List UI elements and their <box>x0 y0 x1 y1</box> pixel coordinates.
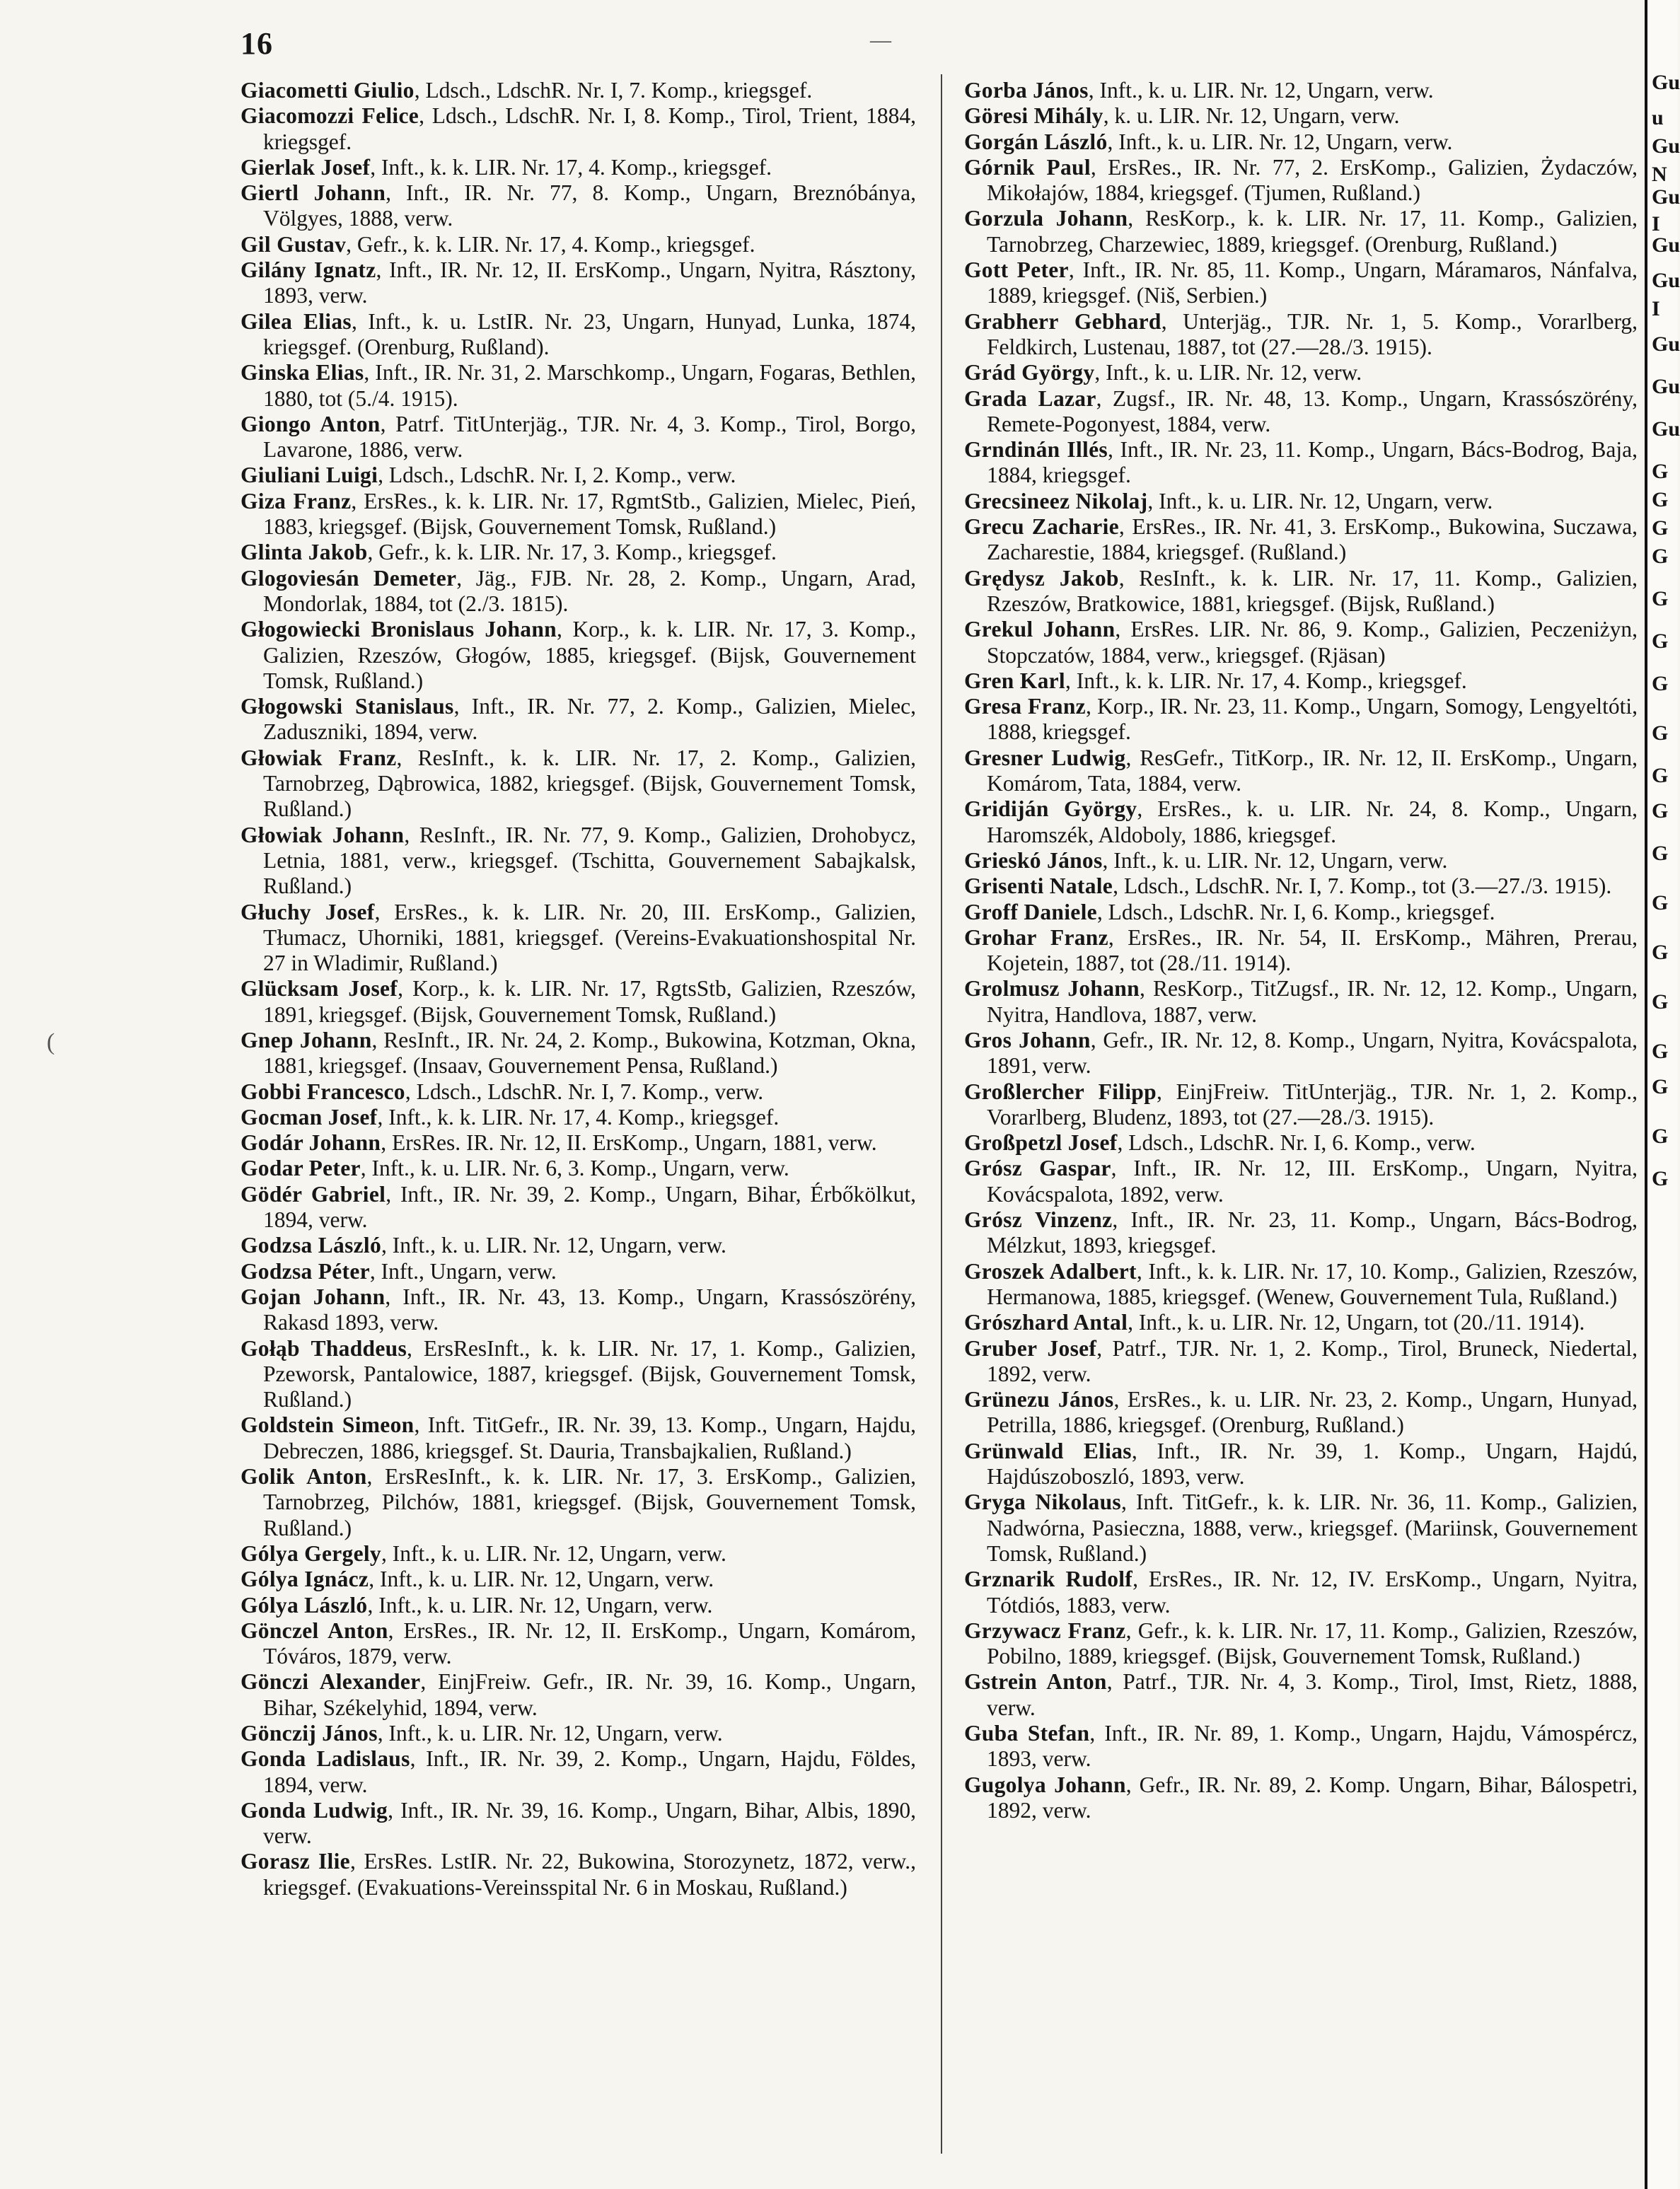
entry-name: Gryga Nikolaus <box>964 1490 1121 1515</box>
entry-details: , Ldsch., LdschR. Nr. I, 6. Komp., verw. <box>1117 1130 1476 1156</box>
list-entry <box>964 360 1638 385</box>
list-entry <box>964 694 1638 745</box>
entry-name: Głowiak Johann <box>241 822 405 847</box>
edge-fragment: G <box>1652 545 1669 568</box>
entry-details: , Inft., IR. Nr. 39, 2. Komp., Ungarn, Bihar, Érbőkölkut, 1894, verw. <box>263 1181 916 1233</box>
entry-name: Großlercher Filipp <box>964 1079 1157 1104</box>
edge-fragment: Gu <box>1652 233 1680 257</box>
list-entry <box>964 1490 1638 1567</box>
list-entry <box>241 1028 916 1079</box>
entry-name: Grecsineez Nikolaj <box>964 488 1148 513</box>
entry-details: , Inft., k. u. LIR. Nr. 12, Ungarn, verw. <box>1088 78 1434 103</box>
entry-name: Gonda Ladislaus <box>241 1746 410 1772</box>
entry-name: Godár Johann <box>241 1130 381 1156</box>
entry-name: Giacometti Giulio <box>241 78 415 103</box>
entry-name: Gruber Josef <box>964 1335 1097 1361</box>
edge-fragment: Gu <box>1652 375 1680 398</box>
entry-name: Górnik Paul <box>964 154 1091 180</box>
edge-fragment: G <box>1652 1167 1669 1190</box>
edge-fragment: Gu <box>1652 417 1680 441</box>
entry-details: , ErsRes. IR. Nr. 12, II. ErsKomp., Ungarn, 1881, verw. <box>381 1130 877 1156</box>
list-entry <box>241 1156 916 1181</box>
entry-details: , ResInft., k. k. LIR. Nr. 17, 11. Komp., Galizien, Rzeszów, Bratkowice, 1881, kriegsgef. (Bijsk, Rußland.) <box>987 565 1638 616</box>
entry-name: Grędysz Jakob <box>964 565 1119 591</box>
list-entry <box>964 1130 1638 1156</box>
entry-details: , Ldsch., LdschR. Nr. I, 2. Komp., verw. <box>378 463 736 488</box>
entry-details: , Inft., k. u. LIR. Nr. 12, Ungarn, verw. <box>381 1233 726 1258</box>
entry-details: , Ldsch., LdschR. Nr. I, 6. Komp., kriegsgef. <box>1096 899 1495 924</box>
entry-details: , Ldsch., LdschR. Nr. I, 7. Komp., tot (3.—27./3. 1915). <box>1113 873 1612 899</box>
entry-name: Giacomozzi Felice <box>241 103 419 129</box>
entry-details: , ErsRes., k. u. LIR. Nr. 24, 8. Komp., Ungarn, Haromszék, Aldoboly, 1886, kriegsgef. <box>987 796 1638 847</box>
entry-name: Grünezu János <box>964 1387 1114 1412</box>
entry-name: Giuliani Luigi <box>241 463 378 488</box>
entry-name: Gresa Franz <box>964 694 1086 719</box>
list-entry <box>964 1772 1638 1824</box>
list-entry <box>964 206 1638 257</box>
list-entry <box>241 180 916 232</box>
page-number: 16 <box>241 26 273 61</box>
entry-details: , Inft., k. u. LIR. Nr. 12, Ungarn, verw. <box>1147 488 1493 513</box>
list-entry <box>241 1464 916 1541</box>
entry-name: Giza Franz <box>241 488 352 513</box>
entry-details: , Inft., Ungarn, verw. <box>369 1258 557 1284</box>
entry-details: , Inft. TitGefr., k. k. LIR. Nr. 36, 11. Komp., Galizien, Nadwórna, Pasieczna, 1888, verw., kriegsgef. (Mariinsk, Gouvernement Tomsk, Rußland.) <box>987 1490 1638 1566</box>
entry-name: Grósz Vinzenz <box>964 1207 1113 1233</box>
entry-name: Ginska Elias <box>241 360 364 385</box>
edge-fragment: G <box>1652 1040 1669 1063</box>
list-entry <box>241 489 916 540</box>
list-entry <box>241 1259 916 1284</box>
entry-name: Goldstein Simeon <box>241 1412 415 1438</box>
entry-details: , Zugsf., IR. Nr. 48, 13. Komp., Ungarn, Krassószörény, Remete-Pogonyest, 1884, verw. <box>987 385 1638 436</box>
entry-details: , Inft., IR. Nr. 39, 2. Komp., Ungarn, Hajdu, Földes, 1894, verw. <box>263 1746 916 1797</box>
edge-fragment: G <box>1652 941 1669 964</box>
left-column <box>241 78 916 1900</box>
edge-fragment: G <box>1652 721 1669 745</box>
edge-fragment: G <box>1652 488 1669 511</box>
list-entry <box>964 1079 1638 1131</box>
list-entry <box>964 848 1638 873</box>
list-entry <box>241 257 916 309</box>
entry-name: Großpetzl Josef <box>964 1130 1118 1156</box>
entry-details: , Patrf. TitUnterjäg., TJR. Nr. 4, 3. Komp., Tirol, Borgo, Lavarone, 1886, verw. <box>263 411 916 463</box>
entry-name: Gólya Ignácz <box>241 1567 369 1592</box>
entry-name: Gobbi Francesco <box>241 1079 405 1104</box>
list-entry <box>964 489 1638 514</box>
entry-name: Gönczel Anton <box>241 1618 388 1643</box>
list-entry <box>964 1439 1638 1490</box>
entry-details: , ErsRes., k. u. LIR. Nr. 23, 2. Komp., Ungarn, Hunyad, Petrilla, 1886, kriegsgef. (Orenburg, Rußland.) <box>987 1387 1638 1438</box>
list-entry <box>241 412 916 463</box>
entry-name: Gstrein Anton <box>964 1669 1107 1695</box>
entry-details: , Inft., k. k. LIR. Nr. 17, 4. Komp., kriegsgef. <box>1065 668 1467 693</box>
entry-name: Grekul Johann <box>964 617 1116 642</box>
entry-details: , ErsRes., IR. Nr. 12, II. ErsKomp., Ungarn, Komárom, Tóváros, 1879, verw. <box>263 1618 917 1669</box>
edge-fragment: Gu <box>1652 185 1680 209</box>
list-entry <box>964 1721 1638 1772</box>
list-entry <box>241 360 916 412</box>
header-mark: — <box>870 28 891 52</box>
entry-details: , Gefr., IR. Nr. 89, 2. Komp. Ungarn, Bihar, Bálospetri, 1892, verw. <box>987 1772 1638 1823</box>
list-entry <box>964 1567 1638 1618</box>
edge-fragment: Gu <box>1652 269 1680 292</box>
entry-name: Glinta Jakob <box>241 540 368 565</box>
entry-details: , k. u. LIR. Nr. 12, Ungarn, verw. <box>1103 103 1400 129</box>
entry-details: , ErsResInft., k. k. LIR. Nr. 17, 3. ErsKomp., Galizien, Tarnobrzeg, Pilchów, 1881, kriegsgef. (Bijsk, Gouvernement Tomsk, Rußland.) <box>263 1464 916 1540</box>
entry-details: , Korp., IR. Nr. 23, 11. Komp., Ungarn, Somogy, Lengyeltóti, 1888, kriegsgef. <box>987 694 1638 745</box>
list-entry <box>964 925 1638 977</box>
entry-name: Grád György <box>964 360 1095 385</box>
entry-name: Groszek Adalbert <box>964 1258 1137 1284</box>
entry-details: , Inft., IR. Nr. 89, 1. Komp., Ungarn, Hajdu, Vámospércz, 1893, verw. <box>987 1721 1638 1772</box>
entry-name: Glücksam Josef <box>241 976 398 1001</box>
entry-details: , Inft., IR. Nr. 77, 2. Komp., Galizien, Mielec, Zaduszniki, 1894, verw. <box>263 694 916 745</box>
entry-name: Głogowiecki Bronislaus Johann <box>241 617 557 642</box>
entry-name: Godzsa Péter <box>241 1258 370 1284</box>
list-entry <box>241 232 916 257</box>
entry-details: , Inft., k. k. LIR. Nr. 17, 4. Komp., kriegsgef. <box>370 154 772 180</box>
entry-details: , Inft., k. u. LIR. Nr. 12, Ungarn, verw. <box>381 1540 726 1566</box>
entry-details: , Inft., IR. Nr. 23, 11. Komp., Ungarn, Bács-Bodrog, Mélzkut, 1893, kriegsgef. <box>987 1207 1638 1258</box>
entry-name: Godar Peter <box>241 1156 361 1181</box>
entry-details: , Inft., IR. Nr. 39, 16. Komp., Ungarn, Bihar, Albis, 1890, verw. <box>263 1797 917 1849</box>
entry-name: Guba Stefan <box>964 1721 1090 1746</box>
entry-details: , Inft., IR. Nr. 12, III. ErsKomp., Ungarn, Nyitra, Kovácspalota, 1892, verw. <box>987 1156 1638 1207</box>
entry-details: , Inft., IR. Nr. 77, 8. Komp., Ungarn, Breznóbánya, Völgyes, 1888, verw. <box>263 180 916 231</box>
entry-details: , ErsRes., IR. Nr. 41, 3. ErsKomp., Bukowina, Suczawa, Zacharestie, 1884, kriegsgef. (Rußland.) <box>987 514 1638 565</box>
entry-name: Gros Johann <box>964 1027 1091 1052</box>
edge-fragment: I <box>1652 297 1660 320</box>
entry-name: Gresner Ludwig <box>964 745 1126 770</box>
edge-fragment: G <box>1652 460 1669 483</box>
entry-name: Grisenti Natale <box>964 873 1113 899</box>
list-entry <box>241 1618 916 1670</box>
entry-name: Godzsa László <box>241 1233 382 1258</box>
entry-details: , Jäg., FJB. Nr. 28, 2. Komp., Ungarn, Arad, Mondorlak, 1884, tot (2./3. 1815). <box>263 565 916 616</box>
entry-name: Głowiak Franz <box>241 745 397 770</box>
list-entry <box>241 1849 916 1900</box>
entry-details: , EinjFreiw. Gefr., IR. Nr. 39, 16. Komp., Ungarn, Bihar, Székelyhid, 1894, verw. <box>263 1669 916 1720</box>
entry-name: Gonda Ludwig <box>241 1797 388 1823</box>
entry-name: Grieskó János <box>964 847 1103 873</box>
entry-details: , ResKorp., TitZugsf., IR. Nr. 12, 12. Komp., Ungarn, Nyitra, Handlova, 1887, verw. <box>987 976 1638 1027</box>
entry-details: , EinjFreiw. TitUnterjäg., TJR. Nr. 1, 2. Komp., Vorarlberg, Bludenz, 1893, tot (27.—28./3. 1915). <box>987 1079 1638 1130</box>
entry-details: , ResKorp., k. k. LIR. Nr. 17, 11. Komp., Galizien, Tarnobrzeg, Charzewiec, 1889, kriegsgef. (Orenburg, Rußland.) <box>987 206 1638 257</box>
list-entry <box>964 1618 1638 1670</box>
list-entry <box>241 694 916 745</box>
entry-details: , Inft., k. u. LIR. Nr. 12, Ungarn, verw. <box>377 1721 723 1746</box>
list-entry <box>964 1336 1638 1388</box>
list-entry <box>964 386 1638 438</box>
list-entry <box>964 155 1638 207</box>
entry-details: , Inft., k. u. LIR. Nr. 6, 3. Komp., Ungarn, verw. <box>360 1156 789 1181</box>
list-entry <box>964 796 1638 848</box>
entry-details: , Inft., k. u. LIR. Nr. 12, Ungarn, verw. <box>1102 847 1448 873</box>
entry-name: Grohar Franz <box>964 924 1108 950</box>
entry-details: , Inft., IR. Nr. 85, 11. Komp., Ungarn, Máramaros, Nánfalva, 1889, kriegsgef. (Niš, Serbien.) <box>987 257 1638 308</box>
entry-name: Groff Daniele <box>964 899 1097 924</box>
list-entry <box>241 1412 916 1464</box>
list-entry <box>241 976 916 1028</box>
entry-details: , ErsRes. LIR. Nr. 86, 9. Komp., Galizien, Peczeniżyn, Stopczatów, 1884, verw., kriegsgef. (Rjäsan) <box>987 617 1638 668</box>
entry-name: Głogowski Stanislaus <box>241 694 454 719</box>
entry-details: , ResGefr., TitKorp., IR. Nr. 12, II. ErsKomp., Ungarn, Komárom, Tata, 1884, verw. <box>987 745 1638 796</box>
entry-details: , ErsRes., k. k. LIR. Nr. 17, RgmtStb., Galizien, Mielec, Pień, 1883, kriegsgef. (Bijsk, Gouvernement Tomsk, Rußland.) <box>263 488 916 540</box>
entry-name: Grzywacz Franz <box>964 1618 1126 1643</box>
entry-name: Gilány Ignatz <box>241 257 376 283</box>
entry-name: Głuchy Josef <box>241 899 375 924</box>
entry-name: Gołąb Thaddeus <box>241 1335 407 1361</box>
entry-name: Grabherr Gebhard <box>964 308 1161 334</box>
entry-details: , ErsRes., k. k. LIR. Nr. 20, III. ErsKomp., Galizien, Tłumacz, Uhorniki, 1881, kriegsgef. (Vereins-Evakuationshospital Nr. 27 in Wladimir, Rußland.) <box>263 899 916 976</box>
edge-fragment: G <box>1652 764 1669 787</box>
list-entry <box>964 129 1638 155</box>
right-column <box>964 78 1638 1823</box>
list-entry <box>241 540 916 565</box>
entry-details: , Inft., k. k. LIR. Nr. 17, 4. Komp., kriegsgef. <box>377 1104 780 1130</box>
entry-details: , Korp., k. k. LIR. Nr. 17, 3. Komp., Galizien, Rzeszów, Głogów, 1885, kriegsgef. (Bijsk, Gouvernement Tomsk, Rußland.) <box>263 617 916 693</box>
entry-name: Grószhard Antal <box>964 1310 1128 1335</box>
entry-name: Grznarik Rudolf <box>964 1567 1133 1592</box>
entry-name: Gott Peter <box>964 257 1069 283</box>
list-entry <box>241 823 916 900</box>
list-entry <box>964 976 1638 1028</box>
list-entry <box>241 1284 916 1336</box>
edge-fragment: G <box>1652 629 1669 653</box>
entry-details: , ErsRes. LstIR. Nr. 22, Bukowina, Storozynetz, 1872, verw., kriegsgef. (Evakuations-Vereinsspital Nr. 6 in Moskau, Rußland.) <box>263 1849 916 1900</box>
edge-fragment: Gu <box>1652 134 1680 158</box>
list-entry <box>241 78 916 103</box>
edge-fragment: G <box>1652 1075 1669 1098</box>
entry-name: Golik Anton <box>241 1464 367 1490</box>
entry-details: , Gefr., IR. Nr. 12, 8. Komp., Ungarn, Nyitra, Kovácspalota, 1891, verw. <box>987 1027 1638 1079</box>
list-entry <box>241 1567 916 1592</box>
list-entry <box>964 566 1638 617</box>
entry-details: , Gefr., k. k. LIR. Nr. 17, 4. Komp., kriegsgef. <box>346 231 755 257</box>
list-entry <box>964 668 1638 694</box>
entry-name: Gierlak Josef <box>241 154 371 180</box>
entry-name: Gólya László <box>241 1592 368 1618</box>
entry-details: , ErsRes., IR. Nr. 54, II. ErsKomp., Mähren, Prerau, Kojetein, 1887, tot (28./11. 1914). <box>987 924 1638 976</box>
list-entry <box>241 309 916 361</box>
list-entry <box>964 514 1638 566</box>
entry-name: Gorgán László <box>964 129 1108 154</box>
list-entry <box>964 1310 1638 1335</box>
next-page-edge <box>1645 0 1678 2189</box>
edge-fragment: G <box>1652 1125 1669 1148</box>
edge-fragment: G <box>1652 842 1669 865</box>
entry-details: , Inft., k. k. LIR. Nr. 17, 10. Komp., Galizien, Rzeszów, Hermanowa, 1885, kriegsgef. (Wenew, Gouvernement Tula, Rußland.) <box>987 1258 1638 1309</box>
list-entry <box>241 1721 916 1746</box>
list-entry <box>241 745 916 823</box>
entry-name: Gnep Johann <box>241 1027 372 1052</box>
edge-fragment: I <box>1652 212 1660 236</box>
entry-name: Gridiján György <box>964 796 1137 822</box>
edge-fragment: G <box>1652 990 1669 1014</box>
list-entry <box>241 103 916 155</box>
list-entry <box>964 1669 1638 1721</box>
list-entry <box>964 1207 1638 1259</box>
list-entry <box>241 1669 916 1721</box>
list-entry <box>241 1105 916 1130</box>
list-entry <box>964 873 1638 899</box>
entry-name: Gorasz Ilie <box>241 1849 350 1874</box>
list-entry <box>241 1541 916 1567</box>
list-entry <box>964 437 1638 489</box>
entry-details: , ErsResInft., k. k. LIR. Nr. 17, 1. Komp., Galizien, Pzeworsk, Pantalowice, 1887, kriegsgef. (Bijsk, Gouvernement Tomsk, Rußland.) <box>263 1335 916 1412</box>
entry-name: Giongo Anton <box>241 411 381 436</box>
list-entry <box>964 103 1638 129</box>
list-entry <box>964 309 1638 361</box>
entry-details: , Inft., k. u. LstIR. Nr. 23, Ungarn, Hunyad, Lunka, 1874, kriegsgef. (Orenburg, Rußland). <box>263 308 917 359</box>
edge-fragment: G <box>1652 799 1669 823</box>
entry-name: Grecu Zacharie <box>964 514 1119 540</box>
entry-name: Gugolya Johann <box>964 1772 1126 1797</box>
list-entry <box>241 463 916 488</box>
margin-ink-mark: ( <box>47 1029 55 1055</box>
edge-fragment: N <box>1652 163 1667 186</box>
entry-name: Giertl Johann <box>241 180 386 206</box>
list-entry <box>964 1156 1638 1207</box>
entry-name: Gólya Gergely <box>241 1540 381 1566</box>
edge-fragment: G <box>1652 891 1669 914</box>
list-entry <box>241 1182 916 1233</box>
list-entry <box>241 1233 916 1258</box>
entry-name: Grada Lazar <box>964 385 1096 411</box>
list-entry <box>964 745 1638 797</box>
list-entry <box>241 1746 916 1798</box>
entry-details: , Inft., IR. Nr. 12, II. ErsKomp., Ungarn, Nyitra, Rásztony, 1893, verw. <box>263 257 916 308</box>
entry-name: Gilea Elias <box>241 308 352 334</box>
entry-name: Göresi Mihály <box>964 103 1103 129</box>
entry-details: , Ldsch., LdschR. Nr. I, 7. Komp., kriegsgef. <box>414 78 813 103</box>
edge-fragment: G <box>1652 516 1669 540</box>
entry-details: , Inft., IR. Nr. 43, 13. Komp., Ungarn, Krassószörény, Rakasd 1893, verw. <box>263 1284 916 1335</box>
entry-details: , Inft., IR. Nr. 23, 11. Komp., Ungarn, Bács-Bodrog, Baja, 1884, kriegsgef. <box>987 437 1638 488</box>
entry-details: , Korp., k. k. LIR. Nr. 17, RgtsStb, Galizien, Rzeszów, 1891, kriegsgef. (Bijsk, Gouvernement Tomsk, Rußland.) <box>263 976 916 1027</box>
entry-details: , ErsRes., IR. Nr. 77, 2. ErsKomp., Galizien, Żydaczów, Mikołajów, 1884, kriegsgef. (Tjumen, Rußland.) <box>987 154 1638 206</box>
entry-details: , Inft., IR. Nr. 31, 2. Marschkomp., Ungarn, Fogaras, Bethlen, 1880, tot (5./4. 1915). <box>263 360 916 411</box>
entry-name: Gil Gustav <box>241 231 347 257</box>
entry-details: , Inft., k. u. LIR. Nr. 12, Ungarn, verw. <box>1107 129 1453 154</box>
edge-fragment: Gu <box>1652 332 1680 356</box>
edge-fragment: u <box>1652 106 1664 129</box>
entry-name: Grünwald Elias <box>964 1438 1132 1463</box>
column-divider <box>941 74 942 2154</box>
list-entry <box>964 900 1638 925</box>
entry-details: , ResInft., k. k. LIR. Nr. 17, 2. Komp., Galizien, Tarnobrzeg, Dąbrowica, 1882, kriegsgef. (Bijsk, Gouvernement Tomsk, Rußland.) <box>263 745 916 822</box>
entry-details: , ResInft., IR. Nr. 77, 9. Komp., Galizien, Drohobycz, Letnia, 1881, verw., kriegsgef. (Tschitta, Gouvernement Sabajkalsk, Rußland.) <box>263 822 916 899</box>
list-entry <box>964 617 1638 668</box>
entry-details: , Inft., k. u. LIR. Nr. 12, verw. <box>1094 360 1362 385</box>
edge-fragment: G <box>1652 587 1669 610</box>
entry-details: , Gefr., k. k. LIR. Nr. 17, 3. Komp., kriegsgef. <box>367 540 777 565</box>
entry-name: Grósz Gaspar <box>964 1156 1111 1181</box>
entry-name: Glogoviesán Demeter <box>241 565 457 591</box>
entry-name: Grolmusz Johann <box>964 976 1140 1001</box>
list-entry <box>964 257 1638 309</box>
entry-details: , Inft., IR. Nr. 39, 1. Komp., Ungarn, Hajdú, Hajdúszoboszló, 1893, verw. <box>987 1438 1638 1490</box>
entry-details: , Ldsch., LdschR. Nr. I, 7. Komp., verw. <box>405 1079 764 1104</box>
list-entry <box>241 617 916 694</box>
entry-details: , ErsRes., IR. Nr. 12, IV. ErsKomp., Ungarn, Nyitra, Tótdiós, 1883, verw. <box>987 1567 1638 1618</box>
entry-details: , Ldsch., LdschR. Nr. I, 8. Komp., Tirol, Trient, 1884, kriegsgef. <box>263 103 917 154</box>
list-entry <box>241 1130 916 1156</box>
list-entry <box>964 1387 1638 1439</box>
entry-name: Gren Karl <box>964 668 1065 693</box>
list-entry <box>964 1259 1638 1311</box>
entry-details: , Patrf., TJR. Nr. 1, 2. Komp., Tirol, Bruneck, Niedertal, 1892, verw. <box>987 1335 1638 1386</box>
entry-details: , ResInft., IR. Nr. 24, 2. Komp., Bukowina, Kotzman, Okna, 1881, kriegsgef. (Insaav, Gouvernement Pensa, Rußland.) <box>263 1027 916 1079</box>
list-entry <box>241 900 916 977</box>
list-entry <box>241 1336 916 1413</box>
entry-name: Gojan Johann <box>241 1284 386 1309</box>
entry-details: , Inft. TitGefr., IR. Nr. 39, 13. Komp., Ungarn, Hajdu, Debreczen, 1886, kriegsgef. St. Dauria, Transbajkalien, Rußland.) <box>263 1412 916 1463</box>
edge-fragment: G <box>1652 672 1669 695</box>
entry-details: , Unterjäg., TJR. Nr. 1, 5. Komp., Vorarlberg, Feldkirch, Lustenau, 1887, tot (27.—28./3. 1915). <box>987 308 1638 359</box>
list-entry <box>241 1593 916 1618</box>
entry-details: , Patrf., TJR. Nr. 4, 3. Komp., Tirol, Imst, Rietz, 1888, verw. <box>987 1669 1638 1720</box>
entry-name: Gocman Josef <box>241 1104 378 1130</box>
entry-name: Gorba János <box>964 78 1089 103</box>
entry-name: Gorzula Johann <box>964 206 1128 231</box>
list-entry <box>241 1798 916 1850</box>
entry-name: Gönczi Alexander <box>241 1669 421 1695</box>
list-entry <box>241 566 916 617</box>
entry-name: Gödér Gabriel <box>241 1181 386 1207</box>
edge-fragment: Gu <box>1652 71 1680 94</box>
entry-details: , Inft., k. u. LIR. Nr. 12, Ungarn, verw. <box>369 1567 714 1592</box>
entry-details: , Gefr., k. k. LIR. Nr. 17, 11. Komp., Galizien, Rzeszów, Pobilno, 1889, kriegsgef. (Bijsk, Gouvernement Tomsk, Rußland.) <box>987 1618 1638 1669</box>
entry-details: , Inft., k. u. LIR. Nr. 12, Ungarn, tot (20./11. 1914). <box>1128 1310 1585 1335</box>
entry-name: Gönczij János <box>241 1721 378 1746</box>
list-entry <box>241 1079 916 1105</box>
list-entry <box>964 78 1638 103</box>
entry-details: , Inft., k. u. LIR. Nr. 12, Ungarn, verw. <box>367 1592 713 1618</box>
entry-name: Grndinán Illés <box>964 437 1108 463</box>
list-entry <box>241 155 916 180</box>
list-entry <box>964 1028 1638 1079</box>
